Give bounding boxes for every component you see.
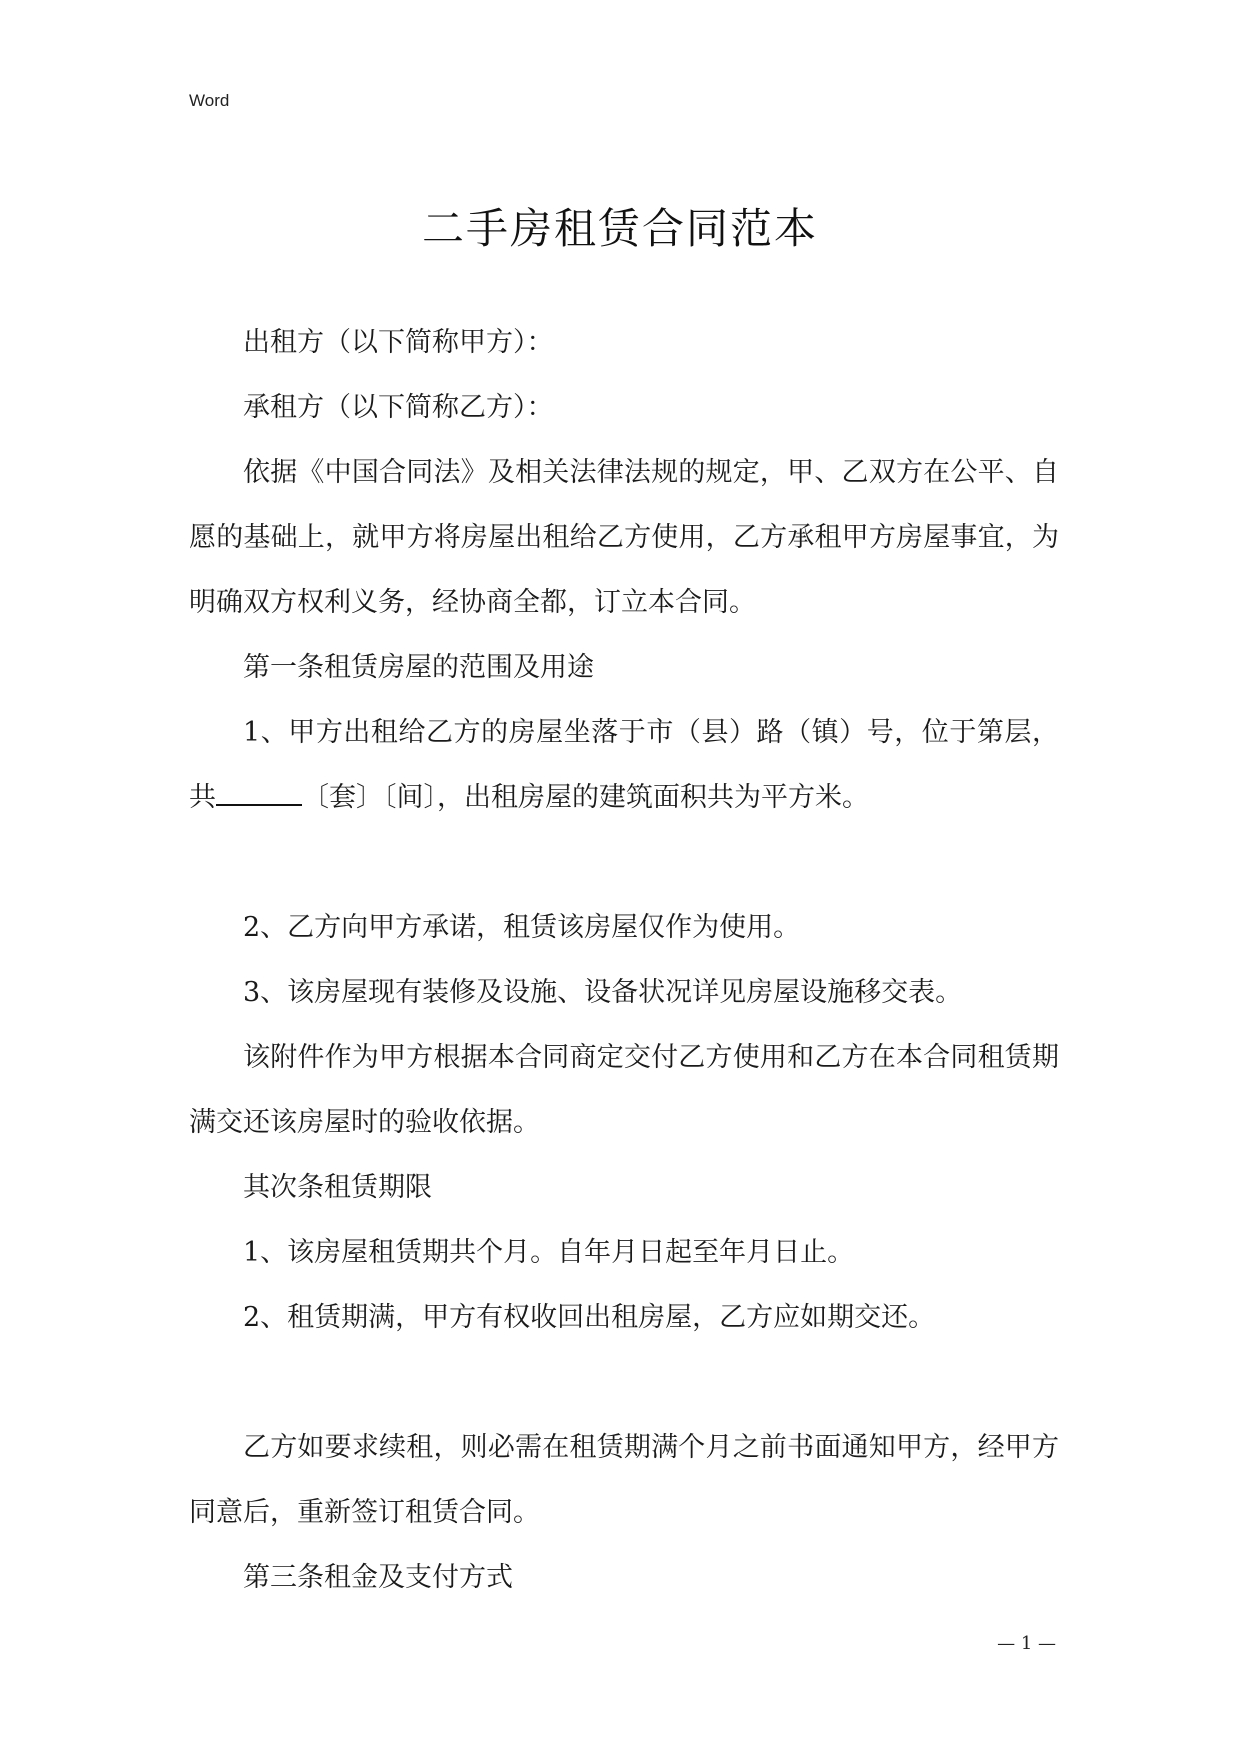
paragraph-article-1-item-3: 3、该房屋现有装修及设施、设备状况详见房屋设施移交表。 xyxy=(243,977,963,1008)
page-number: — 1 — xyxy=(997,1633,1056,1654)
document-body xyxy=(189,310,1059,1610)
header-label: Word xyxy=(189,91,230,110)
paragraph-preamble: 依据《中国合同法》及相关法律法规的规定，甲、乙双方在公平、自愿的基础上，就甲方将房屋出租给乙方使用，乙方承租甲方房屋事宜，为明确双方权利义务，经协商全都，订立本合同。 xyxy=(189,457,1059,618)
section-heading-article-1: 第一条租赁房屋的范围及用途 xyxy=(243,652,594,683)
section-heading-article-3: 第三条租金及支付方式 xyxy=(243,1562,513,1593)
paragraph-renewal: 乙方如要求续租，则必需在租赁期满个月之前书面通知甲方，经甲方同意后，重新签订租赁合同。 xyxy=(189,1432,1059,1528)
spacer xyxy=(189,1350,1059,1415)
item-1-text-part-2: 〔套〕〔间〕，出租房屋的建筑面积共为平方米。 xyxy=(302,782,869,813)
paragraph-article-1-item-1 xyxy=(189,700,1059,830)
item-1-text-part-1: 1、甲方出租给乙方的房屋坐落于市（县）路（镇）号，位于第层，共 xyxy=(189,717,1059,813)
section-heading-article-2: 其次条租赁期限 xyxy=(243,1172,432,1203)
paragraph-article-2-item-2: 2、租赁期满，甲方有权收回出租房屋，乙方应如期交还。 xyxy=(243,1302,936,1333)
paragraph-article-2-item-1: 1、该房屋租赁期共个月。自年月日起至年月日止。 xyxy=(243,1237,855,1268)
document-title: 二手房租赁合同范本 xyxy=(421,204,818,253)
paragraph-attachment-note: 该附件作为甲方根据本合同商定交付乙方使用和乙方在本合同租赁期满交还该房屋时的验收依据。 xyxy=(189,1042,1059,1138)
paragraph-lessee: 承租方（以下简称乙方）： xyxy=(243,392,554,423)
paragraph-article-1-item-2: 2、乙方向甲方承诺，租赁该房屋仅作为使用。 xyxy=(243,912,801,943)
spacer xyxy=(189,830,1059,895)
fill-in-blank xyxy=(216,778,302,806)
paragraph-lessor: 出租方（以下简称甲方）： xyxy=(243,327,554,358)
